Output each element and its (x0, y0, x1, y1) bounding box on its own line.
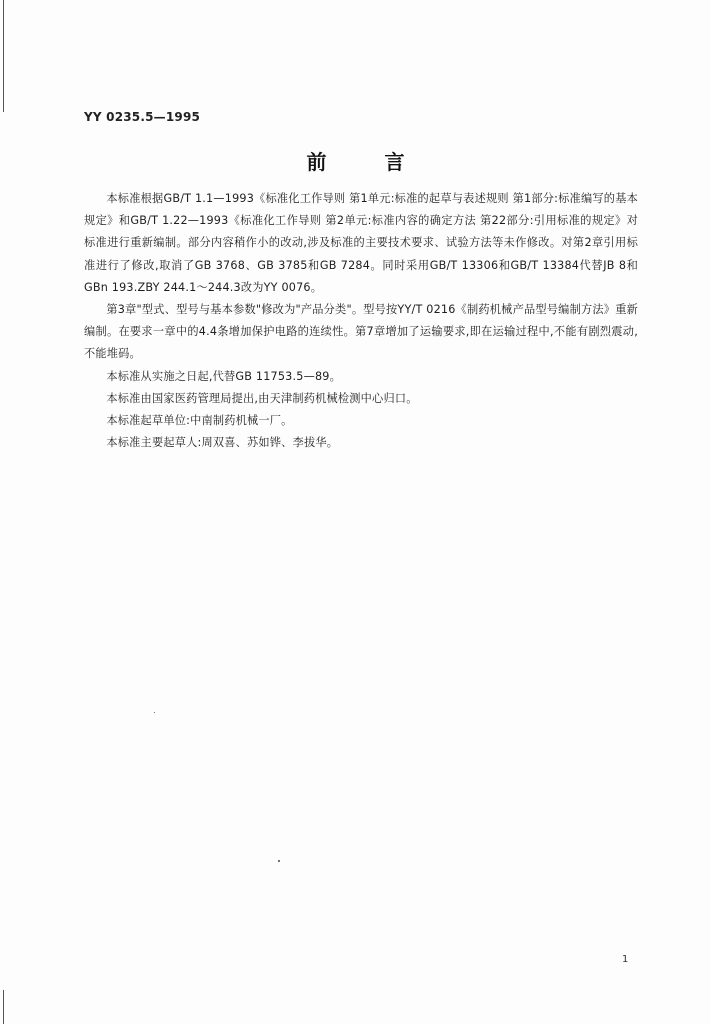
foreword-body (84, 188, 638, 454)
scan-speck (154, 712, 155, 713)
title-char-1: 前 (306, 150, 327, 174)
paragraph-replaces: 本标准从实施之日起,代替GB 11753.5—89。 (106, 369, 341, 383)
page-number: 1 (622, 954, 629, 965)
paragraph-drafters: 本标准主要起草人:周双喜、苏如铧、李拔华。 (106, 436, 339, 450)
paragraph-proposed-by: 本标准由国家医药管理局提出,由天津制药机械检测中心归口。 (106, 391, 418, 405)
scan-edge-mark (3, 990, 4, 1024)
scan-edge-mark (3, 0, 4, 112)
paragraph-drafting-unit: 本标准起草单位:中南制药机械一厂。 (106, 414, 293, 428)
paragraph-revision-basis: 本标准根据GB/T 1.1—1993《标准化工作导则 第1单元:标准的起草与表述规则 第1部分:标准编写的基本规定》和GB/T 1.22—1993《标准化工作导则 第2单元:标准内容的确定方法 第22部分:引用标准的规定》对标准进行重新编制。部分内容稍作小的改动,涉及标准的主要技术要求、试验方法等未作修改。对第2章引用标准进行了修改,取消了GB 3768、GB 3785和GB 7284。同时采用GB/T 13306和GB/T 13384代替JB 8和GBn 193.ZBY 244.1～244.3改为YY 0076。 (84, 192, 638, 294)
scan-speck (278, 860, 280, 862)
paragraph-chapter-changes: 第3章"型式、型号与基本参数"修改为"产品分类"。型号按YY/T 0216《制药机械产品型号编制方法》重新编制。在要求一章中的4.4条增加保护电路的连续性。第7章增加了运输要求,即在运输过程中,不能有剧烈震动,不能堆码。 (84, 303, 638, 361)
page-title (0, 146, 711, 175)
title-char-2: 言 (384, 150, 405, 174)
standard-code: YY 0235.5—1995 (84, 110, 201, 124)
